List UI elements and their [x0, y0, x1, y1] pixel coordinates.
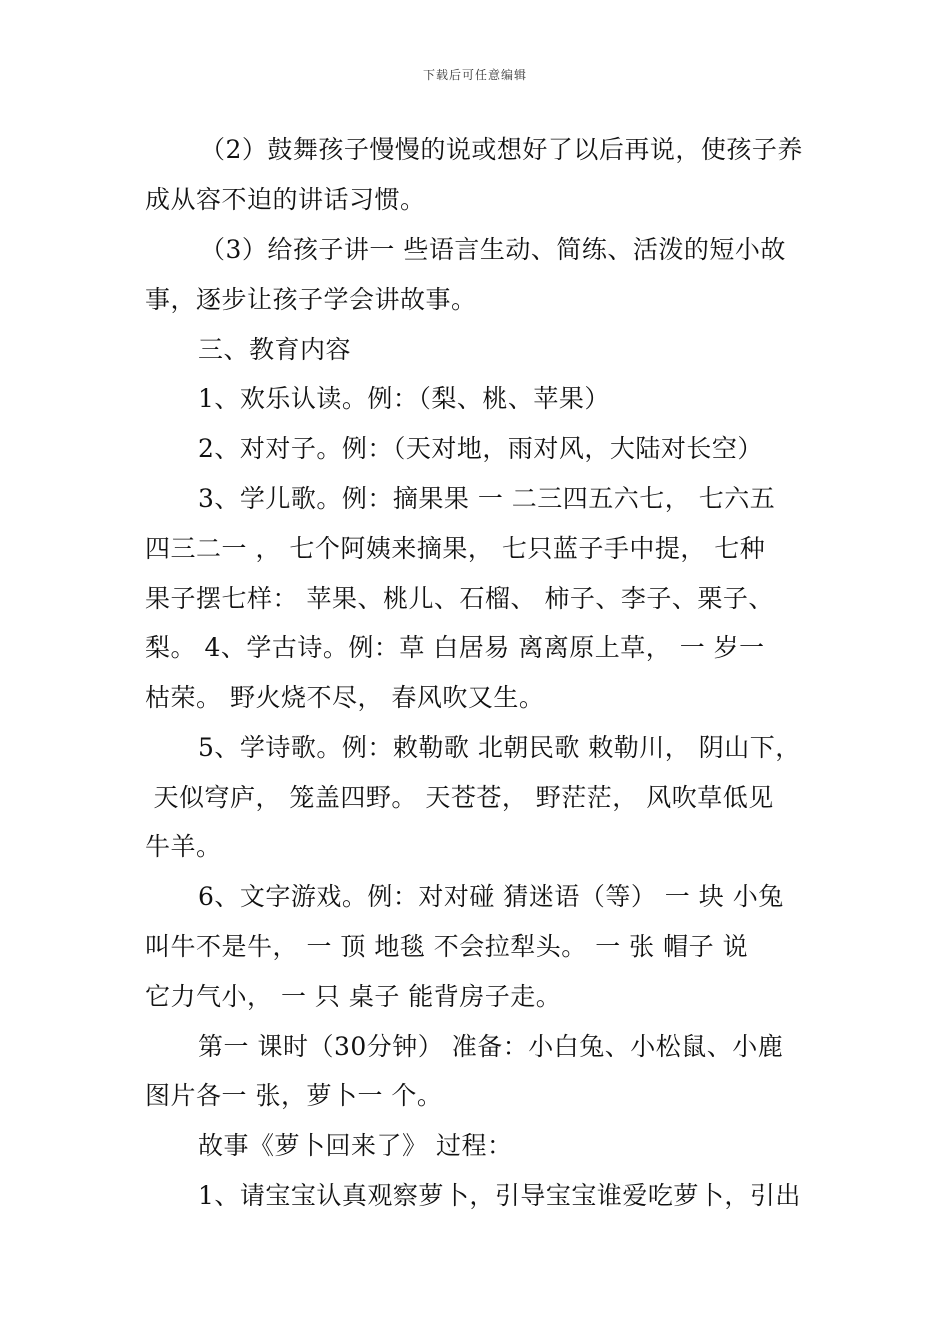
- text-line: 枯荣。 野火烧不尽， 春风吹又生。: [145, 683, 545, 712]
- text-line: 三、教育内容: [198, 335, 352, 364]
- text-line: 成从容不迫的讲话习惯。: [145, 185, 426, 214]
- text-line: 故事《萝卜回来了》 过程：: [198, 1131, 513, 1160]
- text-line: 事，逐步让孩子学会讲故事。: [145, 285, 477, 314]
- text-line: 图片各一 张，萝卜一 个。: [145, 1081, 443, 1110]
- page-header: 下载后可任意编辑: [422, 68, 527, 82]
- text-line: 3、学儿歌。例：摘果果 一 二三四五六七， 七六五: [198, 484, 776, 513]
- text-line: 2、对对子。例：（天对地，雨对风，大陆对长空）: [198, 434, 763, 463]
- text-line: 四三二一 ， 七个阿姨来摘果， 七只蓝子手中提， 七种: [145, 534, 766, 563]
- text-line: （2）鼓舞孩子慢慢的说或想好了以后再说，使孩子养: [200, 135, 803, 164]
- text-line: 天似穹庐， 笼盖四野。 天苍苍， 野茫茫， 风吹草低见: [145, 783, 774, 812]
- text-line: 1、欢乐认读。例：（梨、桃、苹果）: [198, 384, 610, 413]
- text-line: 6、文字游戏。例：对对碰 猜迷语（等） 一 块 小兔: [198, 882, 784, 911]
- text-line: 1、请宝宝认真观察萝卜，引导宝宝谁爱吃萝卜，引出: [198, 1181, 801, 1210]
- text-line: 5、学诗歌。例：敕勒歌 北朝民歌 敕勒川， 阴山下，: [198, 733, 801, 762]
- text-line: 叫牛不是牛， 一 顶 地毯 不会拉犁头。 一 张 帽子 说: [145, 932, 749, 961]
- text-line: 果子摆七样： 苹果、桃儿、石榴、 柿子、李子、栗子、: [145, 584, 774, 613]
- text-line: 牛羊。: [145, 832, 222, 861]
- text-line: 第一 课时（30分钟） 准备：小白兔、小松鼠、小鹿: [198, 1032, 784, 1061]
- text-line: （3）给孩子讲一 些语言生动、简练、活泼的短小故: [200, 235, 786, 264]
- text-line: 梨。 4、学古诗。例：草 白居易 离离原上草， 一 岁一: [145, 633, 765, 662]
- text-line: 它力气小， 一 只 桌子 能背房子走。: [145, 982, 562, 1011]
